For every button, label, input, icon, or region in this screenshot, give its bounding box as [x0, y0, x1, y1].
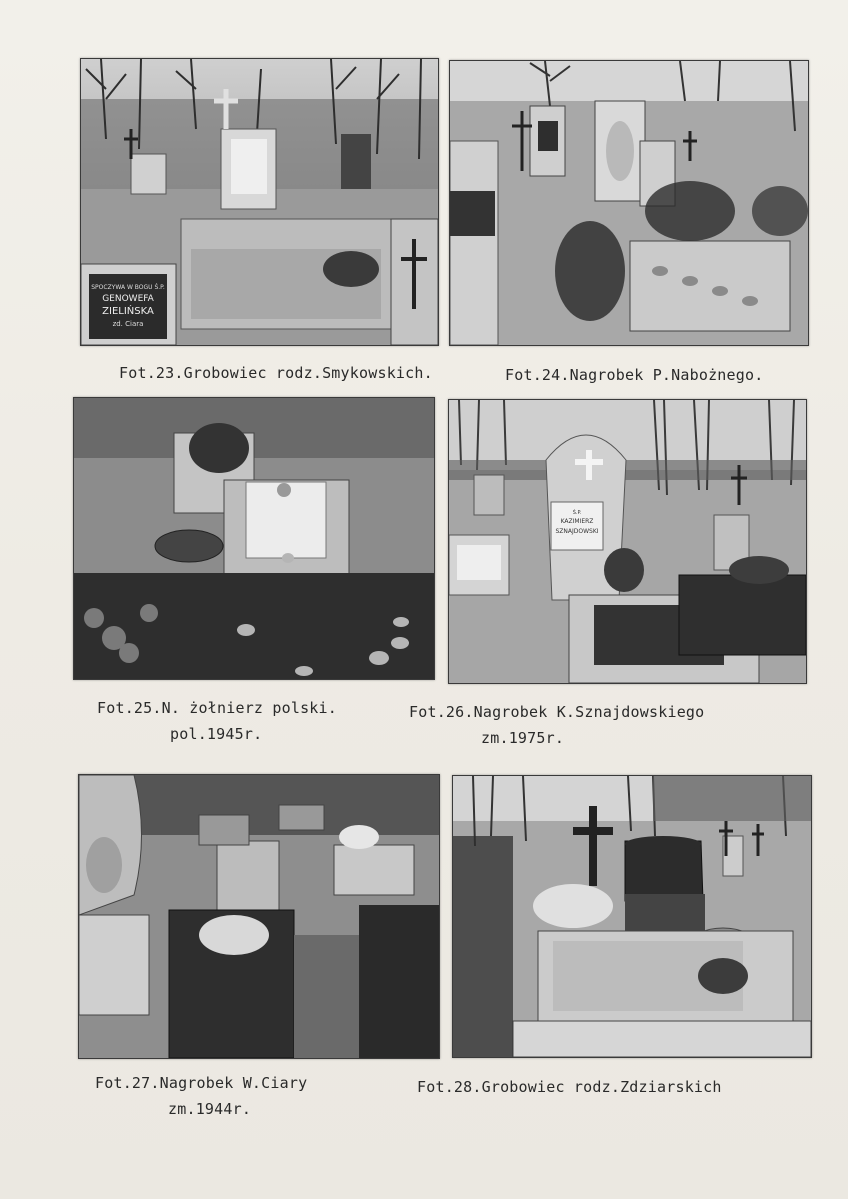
caption-24: Fot.24.Nagrobek P.Nabożnego.	[505, 366, 764, 384]
caption-26: Fot.26.Nagrobek K.Sznajdowskiego	[409, 703, 705, 721]
photo-25	[73, 397, 435, 680]
plaque-line-1: SPOCZYWA W BOGU Ś.P.	[91, 284, 165, 291]
plaque-line-2: GENOWEFA	[102, 294, 154, 304]
caption-27: Fot.27.Nagrobek W.Ciary	[95, 1074, 308, 1092]
caption-28: Fot.28.Grobowiec rodz.Zdziarskich	[417, 1078, 722, 1096]
caption-25-line2: pol.1945r.	[170, 725, 263, 743]
plaque-line-3: ZIELIŃSKA	[102, 306, 154, 317]
caption-23: Fot.23.Grobowiec rodz.Smykowskich.	[119, 364, 433, 382]
photo-23	[80, 58, 439, 346]
plaque26-line-2: KAZIMIERZ	[560, 518, 594, 525]
caption-25: Fot.25.N. żołnierz polski.	[97, 699, 337, 717]
plaque-line-4: zd. Ciara	[112, 320, 144, 328]
caption-26-line2: zm.1975r.	[481, 729, 565, 747]
photo-26	[448, 399, 807, 684]
photo-27	[78, 774, 440, 1059]
caption-27-line2: zm.1944r.	[168, 1100, 252, 1118]
plaque26-line-1: Ś.P.	[572, 510, 582, 516]
photo-28	[452, 775, 812, 1058]
plaque26-line-3: SZNAJDOWSKI	[555, 528, 599, 535]
photo-24	[449, 60, 809, 346]
